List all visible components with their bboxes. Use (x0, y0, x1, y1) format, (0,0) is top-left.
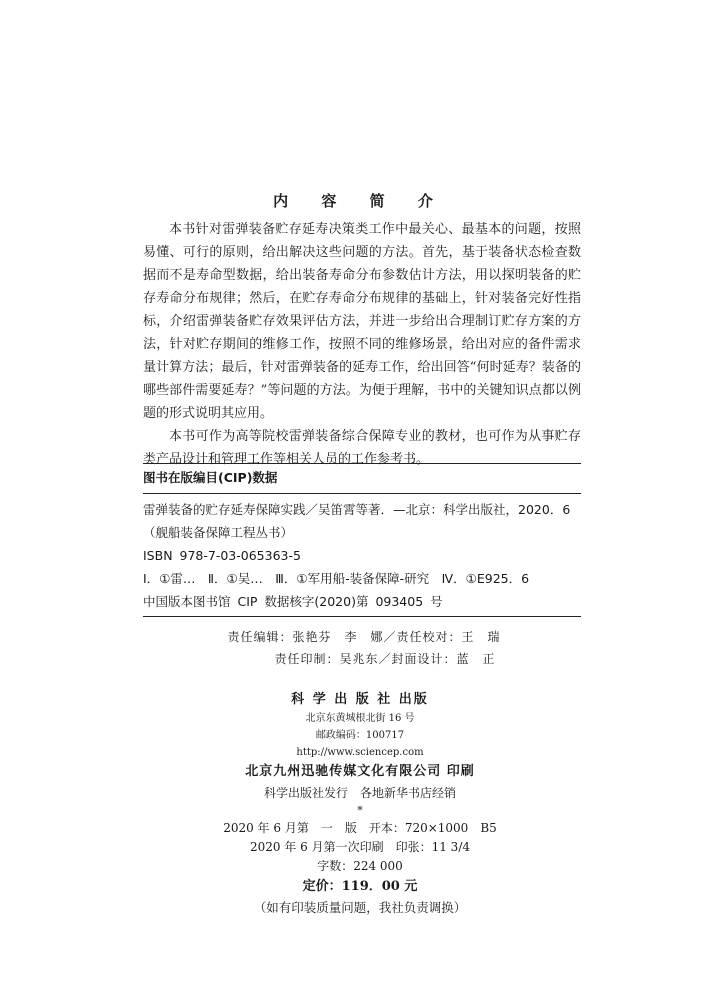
word-count: 字数：224 000 (317, 859, 403, 873)
cip-heading: 图书在版编目(CIP)数据 (143, 470, 278, 485)
cip-title-line: 雷弹装备的贮存延寿保障实践／吴笛霄等著．—北京：科学出版社，2020．6 (143, 502, 571, 517)
printing-info: 2020 年 6 月第一次印刷 印张：11 3/4 (249, 840, 470, 854)
separator-star: * (357, 804, 363, 817)
distribution-info: 科学出版社发行 各地新华书店经销 (263, 786, 456, 800)
price: 定价：119．00 元 (302, 879, 418, 894)
intro-title: 内 容 简 介 (273, 192, 447, 210)
publisher-name: 科 学 出 版 社 出版 (291, 692, 429, 707)
cip-isbn: ISBN 978-7-03-065363-5 (143, 548, 301, 563)
edition-info: 2020 年 6 月第 一 版 开本：720×1000 B5 (223, 821, 497, 835)
cip-series-line: （舰船装备保障工程丛书） (143, 525, 294, 540)
cip-block (143, 463, 581, 617)
publication-info (0, 690, 720, 918)
credits-section (0, 626, 720, 670)
publisher-postcode: 邮政编码：100717 (315, 730, 405, 741)
intro-paragraph-1: 本书针对雷弹装备贮存延寿决策类工作中最关心、最基本的问题，按照易懂、可行的原则，给出解决这些问题的方法。首先，基于装备状态检查数据而不是寿命型数据，给出装备寿命分布参数估计方法，用以探明装备的贮存寿命分布规律；然后，在贮存寿命分布规律的基础上，针对装备完好性指标，介绍雷弹装备贮存效果评估方法，并进一步给出合理制订贮存方案的方法，针对贮存期间的维修工作，按照不同的维修场景，给出对应的备件需求量计算方法；最后，针对雷弹装备的延寿工作，给出回答“何时延寿？装备的哪些部件需要延寿？”等问题的方法。为便于理解，书中的关键知识点都以例题的形式说明其应用。 (143, 222, 581, 421)
cip-classification: Ⅰ．①雷… Ⅱ．①吴… Ⅲ．①军用船-装备保障-研究 Ⅳ．①E925．6 (143, 571, 530, 586)
cip-content (143, 493, 581, 613)
quality-notice: （如有印装质量问题，我社负责调换） (253, 900, 467, 915)
cip-record-number: 中国版本图书馆 CIP 数据核字(2020)第 093405 号 (143, 594, 443, 609)
publisher-address: 北京东黄城根北街 16 号 (305, 713, 415, 724)
credits-print-design: 责任印制：吴兆东／封面设计：蓝 正 (274, 652, 496, 666)
publisher-website: http://www.sciencep.com (296, 747, 424, 758)
intro-section (143, 218, 581, 471)
printer-name: 北京九州迅驰传媒文化有限公司 印刷 (245, 764, 475, 779)
credits-editors: 责任编辑：张艳芬 李 娜／责任校对：王 瑞 (227, 630, 501, 644)
intro-paragraph-2: 本书可作为高等院校雷弹装备综合保障专业的教材，也可作为从事贮存类产品设计和管理工作等相关人员的工作参考书。 (143, 429, 581, 467)
